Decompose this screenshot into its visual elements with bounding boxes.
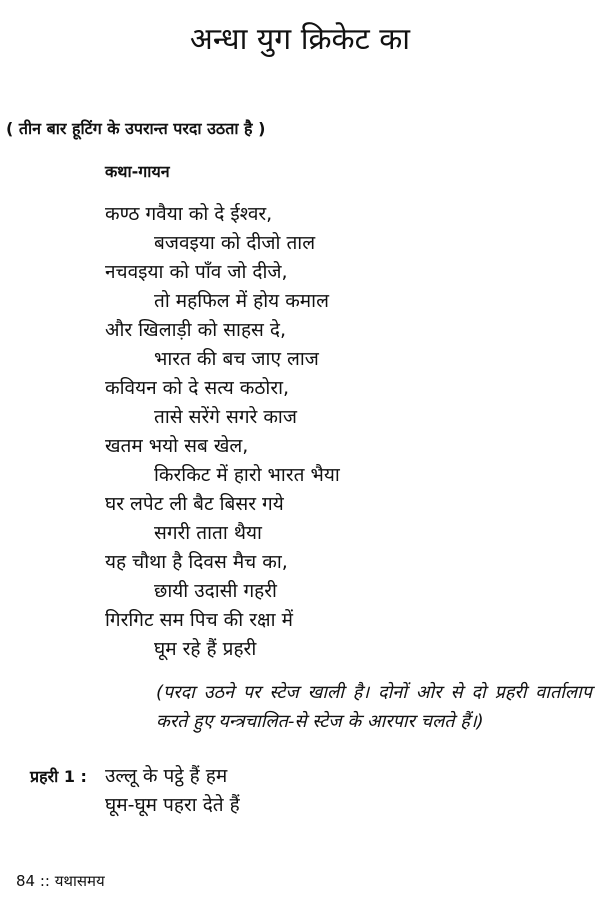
verse-line: तासे सरेंगे सगरे काज	[154, 406, 297, 428]
verse-line: छायी उदासी गहरी	[154, 580, 277, 602]
verse-line: सगरी ताता थैया	[154, 522, 262, 544]
verse-line: तो महफिल में होय कमाल	[154, 290, 329, 312]
verse-line: यह चौथा है दिवस मैच का,	[105, 551, 288, 573]
dialogue-block	[30, 762, 590, 820]
speaker-name: प्रहरी 1 :	[30, 767, 87, 786]
verse-line: घर लपेट ली बैट बिसर गये	[105, 493, 284, 515]
page-footer: 84 :: यथासमय	[16, 872, 105, 890]
dialogue-row	[30, 791, 590, 820]
verse-line: किरकिट में हारो भारत भैया	[154, 464, 340, 486]
verse-line: नचवइया को पाँव जो दीजे,	[105, 261, 288, 283]
verse-line: बजवइया को दीजो ताल	[154, 232, 316, 254]
verse-line: कवियन को दे सत्य कठोरा,	[105, 377, 290, 399]
verse-line: कण्ठ गवैया को दे ईश्वर,	[105, 203, 273, 225]
stage-direction: (परदा उठने पर स्टेज खाली है। दोनों ओर से दो प्रहरी वार्तालाप करते हुए यन्त्रचालित-से स्टेज के आरपार चलते हैं।)	[156, 682, 592, 732]
dialogue-row	[30, 762, 590, 791]
verse-block	[0, 200, 600, 664]
opening-stage-note: ( तीन बार हूटिंग के उपरान्त परदा उठता है )	[6, 119, 266, 138]
verse-line: और खिलाड़ी को साहस दे,	[105, 319, 287, 341]
verse-line: खतम भयो सब खेल,	[105, 435, 249, 457]
page-title: अन्धा युग क्रिकेट का	[189, 22, 411, 57]
dialogue-line: उल्लू के पट्ठे हैं हम	[105, 765, 228, 787]
section-heading: कथा-गायन	[105, 162, 170, 181]
verse-line: घूम रहे हैं प्रहरी	[154, 638, 257, 660]
verse-line: गिरगिट सम पिच की रक्षा में	[105, 609, 293, 631]
verse-line: भारत की बच जाए लाज	[154, 348, 319, 370]
dialogue-line: घूम-घूम पहरा देते हैं	[105, 794, 240, 816]
